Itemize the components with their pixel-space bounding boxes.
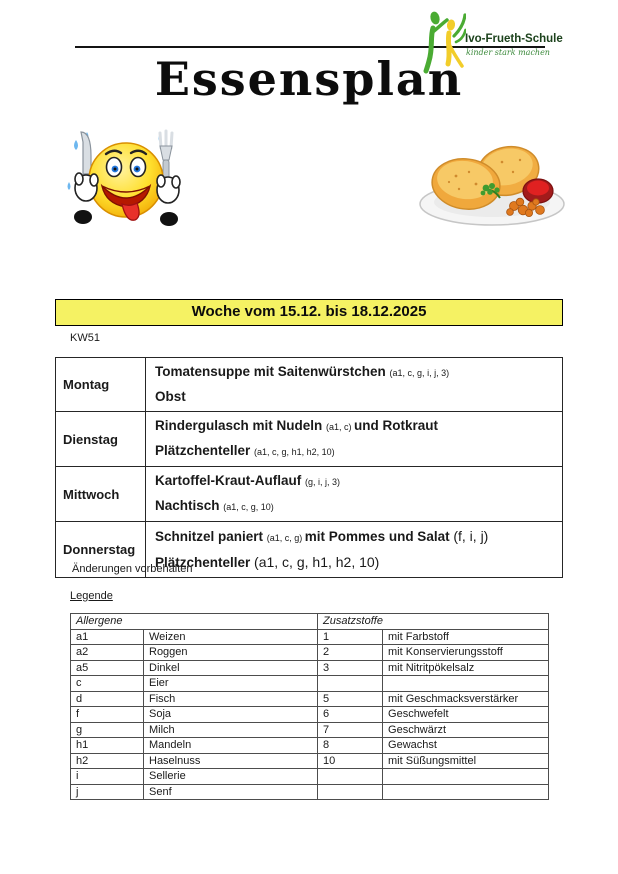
legend-cell: mit Süßungsmittel: [383, 753, 549, 769]
legend-cell: f: [71, 707, 144, 723]
legend-cell: Fisch: [144, 691, 318, 707]
school-name: Ivo-Frueth-Schule: [465, 33, 563, 45]
week-banner: Woche vom 15.12. bis 18.12.2025: [55, 299, 563, 326]
disclaimer: Änderungen vorbehalten: [72, 563, 193, 575]
legend-cell: [318, 784, 383, 800]
legend-row: [71, 753, 549, 769]
legend-heading: Legende: [70, 590, 113, 602]
week-number: KW51: [70, 332, 100, 344]
meal-line: Rindergulasch mit Nudeln (a1, c) und Rotkraut: [155, 418, 439, 433]
legend-row: [71, 676, 549, 692]
legend-cell: h1: [71, 738, 144, 754]
legend-cell: i: [71, 769, 144, 785]
meal-day: Dienstag: [56, 412, 146, 467]
legend-header-allergene: Allergene: [71, 614, 318, 630]
meal-line: Nachtisch (a1, c, g, 10): [155, 498, 274, 513]
legend-cell: Soja: [144, 707, 318, 723]
legend-row: [71, 738, 549, 754]
legend-row: [71, 629, 549, 645]
legend-cell: g: [71, 722, 144, 738]
legend-cell: [383, 784, 549, 800]
legend-row: [71, 660, 549, 676]
legend-cell: [318, 769, 383, 785]
legend-cell: Sellerie: [144, 769, 318, 785]
legend-cell: Milch: [144, 722, 318, 738]
meal-day: Montag: [56, 358, 146, 412]
legend-cell: mit Nitritpökelsalz: [383, 660, 549, 676]
meal-description: [146, 412, 563, 467]
legend-cell: [383, 676, 549, 692]
legend-table: [70, 613, 549, 800]
legend-row: [71, 645, 549, 661]
meal-description: [146, 358, 563, 412]
legend-cell: Roggen: [144, 645, 318, 661]
legend-cell: 1: [318, 629, 383, 645]
meal-table: [55, 357, 563, 578]
legend-cell: Geschwärzt: [383, 722, 549, 738]
legend-cell: Dinkel: [144, 660, 318, 676]
legend-cell: 5: [318, 691, 383, 707]
legend-cell: a1: [71, 629, 144, 645]
smiley-cutlery-icon: [56, 124, 196, 230]
legend-cell: c: [71, 676, 144, 692]
legend-row: [71, 769, 549, 785]
meal-description: [146, 467, 563, 522]
legend-cell: d: [71, 691, 144, 707]
meal-day: Mittwoch: [56, 467, 146, 522]
legend-row: [71, 691, 549, 707]
legend-cell: mit Geschmacksverstärker: [383, 691, 549, 707]
food-plate-clipart: [414, 134, 570, 235]
legend-cell: a2: [71, 645, 144, 661]
legend-cell: [318, 676, 383, 692]
meal-day: Donnerstag: [56, 522, 146, 578]
legend-cell: 2: [318, 645, 383, 661]
legend-header-zusatzstoffe: Zusatzstoffe: [318, 614, 549, 630]
legend-header-row: [71, 614, 549, 630]
legend-cell: Eier: [144, 676, 318, 692]
legend-cell: Haselnuss: [144, 753, 318, 769]
meal-line: Obst: [155, 389, 186, 404]
meal-line: Plätzchenteller (a1, c, g, h1, h2, 10): [155, 554, 380, 570]
meal-row: [56, 467, 563, 522]
legend-cell: 8: [318, 738, 383, 754]
legend-cell: j: [71, 784, 144, 800]
meal-line: Plätzchenteller (a1, c, g, h1, h2, 10): [155, 443, 335, 458]
page-title: Essensplan: [154, 52, 464, 106]
legend-row: [71, 722, 549, 738]
legend-row: [71, 707, 549, 723]
legend-cell: 3: [318, 660, 383, 676]
legend-row: [71, 784, 549, 800]
legend-cell: 10: [318, 753, 383, 769]
smiley-cutlery-clipart: [56, 124, 196, 235]
legend-cell: a5: [71, 660, 144, 676]
food-plate-icon: [414, 134, 570, 230]
legend-cell: mit Konservierungsstoff: [383, 645, 549, 661]
legend-cell: 6: [318, 707, 383, 723]
meal-row: [56, 412, 563, 467]
meal-line: Tomatensuppe mit Saitenwürstchen (a1, c, g, i, j, 3): [155, 364, 450, 379]
meal-line: Kartoffel-Kraut-Auflauf (g, i, j, 3): [155, 473, 341, 488]
legend-cell: h2: [71, 753, 144, 769]
meal-description: [146, 522, 563, 578]
legend-cell: Weizen: [144, 629, 318, 645]
legend-cell: 7: [318, 722, 383, 738]
legend-cell: Gewachst: [383, 738, 549, 754]
legend-cell: Geschwefelt: [383, 707, 549, 723]
legend-cell: [383, 769, 549, 785]
meal-line: Schnitzel paniert (a1, c, g) mit Pommes und Salat (f, i, j): [155, 528, 489, 544]
legend-cell: mit Farbstoff: [383, 629, 549, 645]
legend-cell: Senf: [144, 784, 318, 800]
meal-row: [56, 358, 563, 412]
legend-cell: Mandeln: [144, 738, 318, 754]
school-tagline: kinder stark machen: [466, 48, 550, 57]
